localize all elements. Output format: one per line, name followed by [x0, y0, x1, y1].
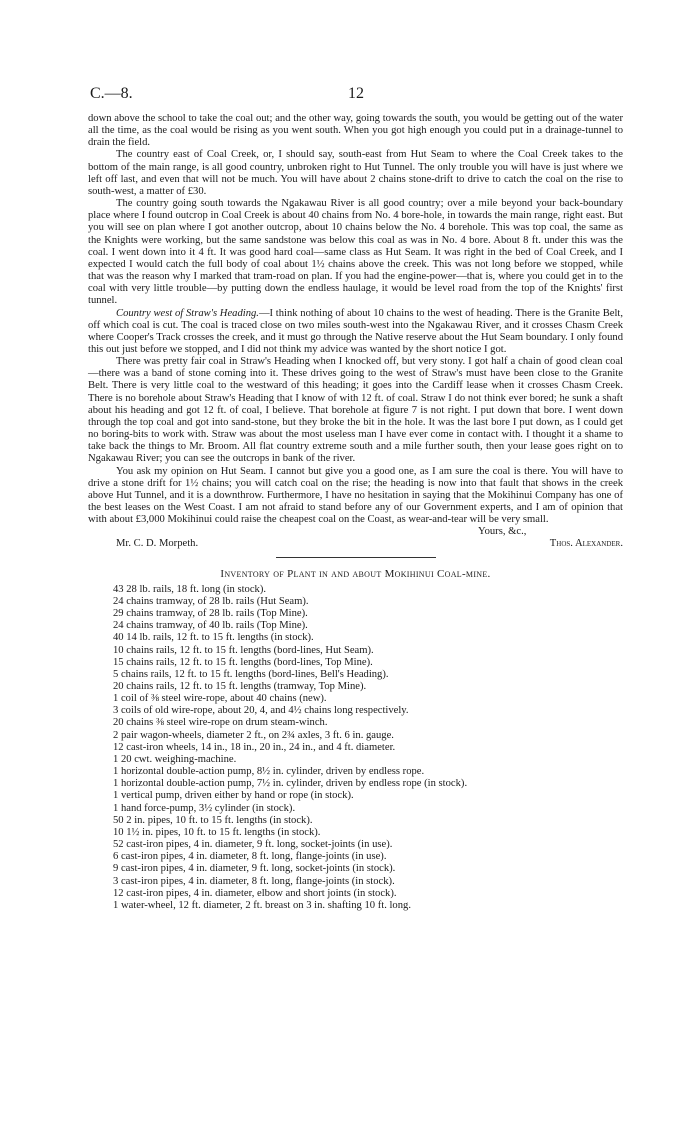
inventory-item: 1 horizontal double-action pump, 8½ in. cylinder, driven by endless rope.: [113, 766, 425, 778]
inventory-item: 9 cast-iron pipes, 4 in. diameter, 9 ft. long, socket-joints (in stock).: [113, 863, 396, 875]
inventory-item: 1 water-wheel, 12 ft. diameter, 2 ft. breast on 3 in. shafting 10 ft. long.: [113, 899, 411, 911]
inventory-item: 20 chains rails, 12 ft. to 15 ft. lengths (tramway, Top Mine).: [113, 681, 367, 692]
inventory-item: 1 20 cwt. weighing-machine.: [113, 753, 237, 765]
inventory-item: 10 1½ in. pipes, 10 ft. to 15 ft. lengths (in stock).: [113, 826, 321, 838]
inventory-item: 3 coils of old wire-rope, about 20, 4, and 4½ chains long respectively.: [113, 705, 409, 717]
valediction: Yours, &c.,: [478, 526, 527, 538]
paragraph-continuation: down above the school to take the coal out; and the other way, going towards the south, you would be getting out of the water all the time, as the coal would be rising as you went south. When you got high enough you could put in a drainage-tunnel to drain the field.: [88, 113, 623, 149]
letter-body: [88, 113, 623, 912]
inventory-item: 1 horizontal double-action pump, 7½ in. cylinder, driven by endless rope (in stock).: [113, 778, 468, 790]
inventory-item: 5 chains rails, 12 ft. to 15 ft. lengths (bord-lines, Bell's Heading).: [113, 668, 389, 680]
inventory-list: [88, 584, 623, 912]
inventory-item: 12 cast-iron pipes, 4 in. diameter, elbow and short joints (in stock).: [113, 887, 397, 899]
page-header: [90, 85, 622, 107]
inventory-item: 3 cast-iron pipes, 4 in. diameter, 8 ft. long, flange-joints (in stock).: [113, 875, 395, 887]
paragraph-country-west: [88, 308, 623, 357]
inventory-item: 1 hand force-pump, 3½ cylinder (in stock).: [113, 802, 296, 814]
page-number: 12: [348, 85, 364, 102]
inventory-item: 40 14 lb. rails, 12 ft. to 15 ft. lengths (in stock).: [113, 632, 314, 644]
signature: Thos. Alexander.: [549, 538, 623, 550]
inventory-title: Inventory of Plant in and about Mokihinui Coal-mine.: [220, 567, 491, 580]
paragraph-hut-seam-opinion: You ask my opinion on Hut Seam. I cannot but give you a good one, as I am sure the coal is there. You will have to drive a stone drift for 1½ chains; you will catch coal on the rise; the heading is now into that fault that shows in the creek above Hut Tunnel, and it is a downthrow. Furthermore, I have no hesitation in saying that the Mokihinui Company has one of the best leases on the West Coast. I am not afraid to stand before any of our Government experts, and I am of opinion that with about £3,000 Mokihinui could raise the cheapest coal on the Coast, as wear-and-tear will be very small.: [88, 465, 623, 526]
inventory-item: 24 chains tramway, of 28 lb. rails (Hut Seam).: [113, 595, 309, 607]
inventory-item: 6 cast-iron pipes, 4 in. diameter, 8 ft. long, flange-joints (in use).: [113, 851, 387, 863]
paragraph-coal-creek: The country east of Coal Creek, or, I should say, south-east from Hut Seam to where the Coal Creek takes to the bottom of the main range, is all good country, unbroken right to Hut Tunnel. The only trouble you will have is just where we left off last, and even that will not be much. You will have about 2 chains stone-drift to drive to catch the coal on the rise to south-west, a matter of £30.: [88, 149, 623, 197]
inventory-item: 12 cast-iron wheels, 14 in., 18 in., 20 in., 24 in., and 4 ft. diameter.: [113, 741, 396, 753]
inventory-item: 50 2 in. pipes, 10 ft. to 15 ft. lengths (in stock).: [113, 814, 313, 826]
closing-line: [88, 526, 623, 538]
paragraph-ngakawau: The country going south towards the Ngakawau River is all good country; over a mile beyond your back-boundary place where I found outcrop in Coal Creek is about 40 chains from No. 4 bore-hole, in towards the main range, right east. But you will see on plan where I got another outcrop, about 10 chains below the No. 4 borehole. This was top coal, the same as the Knights were working, but the same sandstone was below this coal as was in No. 4 bore. About 8 ft. under this was the coal. I went down into it 4 ft. It was good hard coal—same class as Hut Seam. It was right in the bed of Coal Creek, and I expected I would catch the full body of coal about 1½ chains above the creek. This was not long before we stopped, while that was the reason why I marked that tram-road on plan. If you had the engine-power—that is, where you could get in to the coal with very little trouble—by putting down the endless haulage, it would be level road from the top of the Knights' first tunnel.: [88, 198, 623, 307]
signature-line: [88, 538, 623, 550]
document-reference: C.—8.: [90, 85, 133, 102]
recipient: Mr. C. D. Morpeth.: [116, 538, 199, 550]
inventory-item: 15 chains rails, 12 ft. to 15 ft. lengths (bord-lines, Top Mine).: [113, 656, 373, 668]
inventory-item: 2 pair wagon-wheels, diameter 2 ft., on 2¾ axles, 3 ft. 6 in. gauge.: [113, 729, 394, 741]
inventory-item: 1 coil of ⅜ steel wire-rope, about 40 chains (new).: [113, 693, 327, 705]
inventory-item: 29 chains tramway, of 28 lb. rails (Top Mine).: [113, 608, 308, 620]
paragraph-straws-heading: There was pretty fair coal in Straw's Heading when I knocked off, but very stony. I got half a chain of good clean coal—there was a band of stone coming into it. These drives going to the west of Straw's must have been close to the Granite Belt. There is very little coal to the westward of this heading; it goes into the Cardiff lease when it crosses Chasm Creek. There is no borehole about Straw's Heading that I know of with 12 ft. of coal. Straw I do not think ever bored; he sunk a shaft about his heading and got 12 ft. of coal, I believe. That borehole at figure 7 is not right. I put down that bore. I went down through the top coal and got into sand-stone, but they broke the bit in the hole. It was the last bore I put down, as I could get no boring-bits to work with. Straw was about the most useless man I have ever come in contact with. I thought it a shame to take back the things to Mr. Broom. All flat country extreme south and a mile further south, then your lease goes right on to Ngakawau River; you can see the outcrops in bank of the river.: [88, 356, 623, 465]
inventory-item: 52 cast-iron pipes, 4 in. diameter, 9 ft. long, socket-joints (in use).: [113, 839, 393, 851]
inventory-item: 1 vertical pump, driven either by hand or rope (in stock).: [113, 790, 354, 802]
section-heading-country-west: Country west of Straw's Heading.: [116, 307, 259, 319]
inventory-item: 24 chains tramway, of 40 lb. rails (Top Mine).: [113, 620, 308, 632]
inventory-item: 43 28 lb. rails, 18 ft. long (in stock).: [113, 583, 267, 595]
section-divider: [276, 557, 436, 558]
country-west-text: —I think nothing of about 10 chains to the west of heading. There is the Granite Belt, off which coal is cut. The coal is traced close on two miles south-west into the Ngakawau River, and it crosses Chasm Creek where Cooper's Track crosses the creek, and it must go through the Native reserve about the Hut Seam boundary. I only found this out just before we stopped, and I did not think my advice was wanted by the short notice I got.: [88, 307, 624, 355]
inventory-item: 20 chains ⅜ steel wire-rope on drum steam-winch.: [113, 717, 328, 729]
inventory-item: 10 chains rails, 12 ft. to 15 ft. lengths (bord-lines, Hut Seam).: [113, 644, 374, 656]
